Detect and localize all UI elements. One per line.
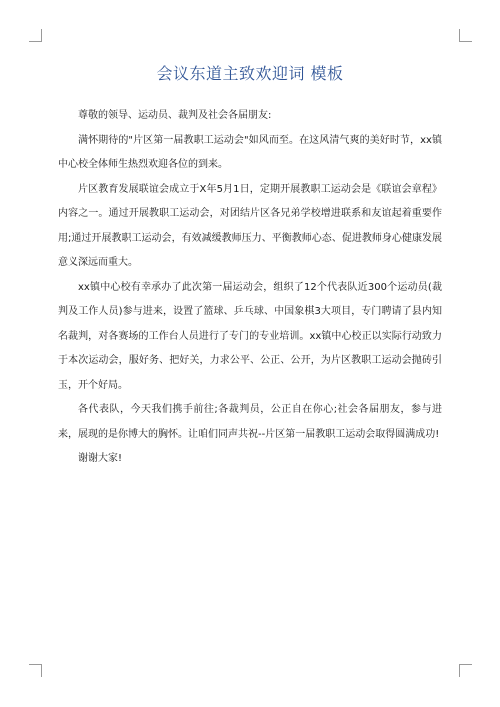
paragraph-thanks: 谢谢大家! xyxy=(78,453,123,464)
paragraph-opening: 满怀期待的"片区第一届教职工运动会"如风而至。在这风清气爽的美好时节，xx镇中心校全体师生热烈欢迎各位的到来。 xyxy=(58,134,442,170)
paragraph-background: 片区教育发展联谊会成立于X年5月1日，定期开展教职工运动会是《联谊会章程》内容之一。通过开展教职工运动会，对团结片区各兄弟学校增进联系和友谊起着重要作用;通过开展教职工运动会，有效减缓教师压力、平衡教师心态、促进教师身心健康发展意义深远而重大。 xyxy=(58,183,442,268)
page-corner-mark-bottom-left xyxy=(29,664,42,677)
page-corner-mark-top-right xyxy=(459,29,472,42)
paragraph-organization: xx镇中心校有幸承办了此次第一届运动会，组织了12个代表队近300个运动员(裁判及工作人员)参与进来，设置了篮球、乒乓球、中国象棋3大项目，专门聘请了县内知名裁判，对各赛场的工作台人员进行了专门的专业培训。xx镇中心校正以实际行动致力于本次运动会，服好务、把好关，力求公平、公正、公开，为片区教职工运动会抛砖引玉，开个好局。 xyxy=(58,281,442,391)
document-body xyxy=(58,104,442,472)
paragraph-wishes: 各代表队，今天我们携手前往;各裁判员，公正自在你心;社会各届朋友，参与进来，展现的是你博大的胸怀。让咱们同声共祝--片区第一届教职工运动会取得圆满成功! xyxy=(58,404,442,440)
page-corner-mark-top-left xyxy=(29,29,42,42)
salutation: 尊敬的领导、运动员、裁判及社会各届朋友: xyxy=(78,110,272,121)
document-title: 会议东道主致欢迎词 模板 xyxy=(156,64,344,83)
page-corner-mark-bottom-right xyxy=(459,664,472,677)
